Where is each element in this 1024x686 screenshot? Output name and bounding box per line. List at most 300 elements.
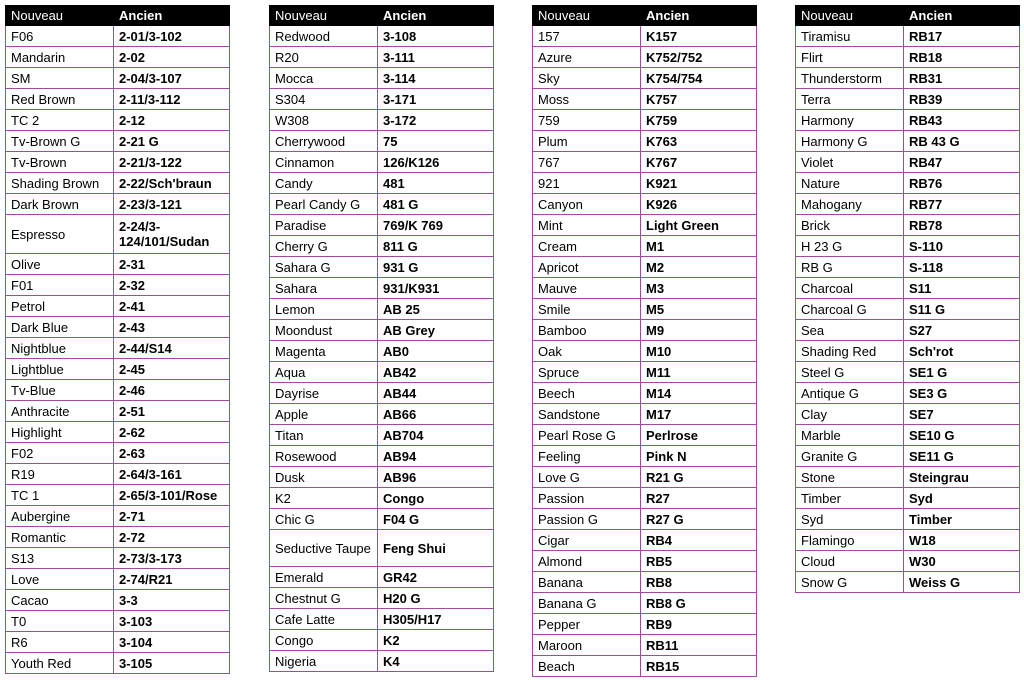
ancien-cell: 2-23/3-121	[114, 194, 230, 215]
ancien-cell: 3-105	[114, 653, 230, 674]
ancien-cell: RB77	[904, 194, 1020, 215]
nouveau-cell: Bamboo	[533, 320, 641, 341]
table-row	[270, 26, 494, 47]
table-row	[796, 341, 1020, 362]
table-row	[533, 467, 757, 488]
ancien-cell: W30	[904, 551, 1020, 572]
table-row	[6, 485, 230, 506]
nouveau-cell: Anthracite	[6, 401, 114, 422]
nouveau-cell: Aqua	[270, 362, 378, 383]
table-row	[270, 110, 494, 131]
ancien-cell: AB66	[378, 404, 494, 425]
nouveau-cell: R20	[270, 47, 378, 68]
table-row	[796, 47, 1020, 68]
ancien-cell: K2	[378, 630, 494, 651]
header-ancien: Ancien	[904, 6, 1020, 26]
ancien-cell: M17	[641, 404, 757, 425]
header-row	[270, 6, 494, 26]
nouveau-cell: Nightblue	[6, 338, 114, 359]
nouveau-cell: 767	[533, 152, 641, 173]
ancien-cell: RB11	[641, 635, 757, 656]
table-row	[796, 362, 1020, 383]
table-row	[270, 651, 494, 672]
table-row	[796, 131, 1020, 152]
table-row	[796, 404, 1020, 425]
table-row	[6, 47, 230, 68]
table-row	[796, 320, 1020, 341]
table-row	[6, 464, 230, 485]
nouveau-cell: F02	[6, 443, 114, 464]
ancien-cell: Timber	[904, 509, 1020, 530]
ancien-cell: Congo	[378, 488, 494, 509]
header-row	[6, 6, 230, 26]
nouveau-cell: 157	[533, 26, 641, 47]
ancien-cell: 2-24/3-124/101/Sudan	[114, 215, 230, 254]
nouveau-cell: Dark Blue	[6, 317, 114, 338]
ancien-cell: K921	[641, 173, 757, 194]
ancien-cell: 3-108	[378, 26, 494, 47]
ancien-cell: M14	[641, 383, 757, 404]
ancien-cell: K763	[641, 131, 757, 152]
ancien-cell: R27 G	[641, 509, 757, 530]
ancien-cell: AB44	[378, 383, 494, 404]
nouveau-cell: Love G	[533, 467, 641, 488]
ancien-cell: 2-44/S14	[114, 338, 230, 359]
nouveau-cell: Spruce	[533, 362, 641, 383]
nouveau-cell: Sahara G	[270, 257, 378, 278]
table-row	[270, 236, 494, 257]
ancien-cell: SE10 G	[904, 425, 1020, 446]
nouveau-cell: Shading Brown	[6, 173, 114, 194]
nouveau-cell: Snow G	[796, 572, 904, 593]
ancien-cell: Pink N	[641, 446, 757, 467]
table-row	[533, 341, 757, 362]
ancien-cell: 2-46	[114, 380, 230, 401]
nouveau-cell: Brick	[796, 215, 904, 236]
ancien-cell: 2-65/3-101/Rose	[114, 485, 230, 506]
table-row	[270, 89, 494, 110]
header-ancien: Ancien	[114, 6, 230, 26]
table-row	[6, 422, 230, 443]
nouveau-cell: Lemon	[270, 299, 378, 320]
table-row	[796, 89, 1020, 110]
ancien-cell: RB4	[641, 530, 757, 551]
table-row	[6, 548, 230, 569]
ancien-cell: K926	[641, 194, 757, 215]
table-row	[270, 567, 494, 588]
nouveau-cell: Beach	[533, 656, 641, 677]
ancien-cell: AB94	[378, 446, 494, 467]
nouveau-cell: SM	[6, 68, 114, 89]
ancien-cell: 2-45	[114, 359, 230, 380]
nouveau-cell: Highlight	[6, 422, 114, 443]
ancien-cell: SE7	[904, 404, 1020, 425]
ancien-cell: 2-51	[114, 401, 230, 422]
nouveau-cell: R19	[6, 464, 114, 485]
nouveau-cell: Apple	[270, 404, 378, 425]
nouveau-cell: Magenta	[270, 341, 378, 362]
nouveau-cell: Chestnut G	[270, 588, 378, 609]
table-row	[270, 131, 494, 152]
table-row	[796, 173, 1020, 194]
ancien-cell: K757	[641, 89, 757, 110]
ancien-cell: M9	[641, 320, 757, 341]
nouveau-cell: Banana	[533, 572, 641, 593]
table-row	[533, 236, 757, 257]
table-row	[270, 530, 494, 567]
nouveau-cell: TC 2	[6, 110, 114, 131]
table-row	[796, 467, 1020, 488]
ancien-cell: SE1 G	[904, 362, 1020, 383]
conversion-table-4	[795, 5, 1020, 593]
nouveau-cell: Banana G	[533, 593, 641, 614]
table-row	[270, 299, 494, 320]
table-row	[270, 68, 494, 89]
nouveau-cell: Sky	[533, 68, 641, 89]
nouveau-cell: Tv-Brown	[6, 152, 114, 173]
ancien-cell: K157	[641, 26, 757, 47]
ancien-cell: AB704	[378, 425, 494, 446]
nouveau-cell: Sandstone	[533, 404, 641, 425]
ancien-cell: W18	[904, 530, 1020, 551]
ancien-cell: GR42	[378, 567, 494, 588]
ancien-cell: K752/752	[641, 47, 757, 68]
ancien-cell: 2-71	[114, 506, 230, 527]
nouveau-cell: Cafe Latte	[270, 609, 378, 630]
table-row	[270, 341, 494, 362]
nouveau-cell: Dark Brown	[6, 194, 114, 215]
nouveau-cell: H 23 G	[796, 236, 904, 257]
table-row	[6, 653, 230, 674]
nouveau-cell: Pepper	[533, 614, 641, 635]
ancien-cell: 3-114	[378, 68, 494, 89]
ancien-cell: Sch'rot	[904, 341, 1020, 362]
nouveau-cell: Youth Red	[6, 653, 114, 674]
ancien-cell: 126/K126	[378, 152, 494, 173]
ancien-cell: RB5	[641, 551, 757, 572]
nouveau-cell: Candy	[270, 173, 378, 194]
ancien-cell: 3-111	[378, 47, 494, 68]
table-row	[270, 588, 494, 609]
nouveau-cell: 921	[533, 173, 641, 194]
ancien-cell: S-110	[904, 236, 1020, 257]
table-row	[6, 215, 230, 254]
nouveau-cell: F01	[6, 275, 114, 296]
table-row	[6, 317, 230, 338]
nouveau-cell: S13	[6, 548, 114, 569]
ancien-cell: F04 G	[378, 509, 494, 530]
nouveau-cell: Passion G	[533, 509, 641, 530]
nouveau-cell: Cherrywood	[270, 131, 378, 152]
ancien-cell: AB Grey	[378, 320, 494, 341]
ancien-cell: K754/754	[641, 68, 757, 89]
nouveau-cell: Cigar	[533, 530, 641, 551]
conversion-table-2	[269, 5, 494, 672]
header-ancien: Ancien	[378, 6, 494, 26]
ancien-cell: RB31	[904, 68, 1020, 89]
ancien-cell: Perlrose	[641, 425, 757, 446]
table-row	[796, 215, 1020, 236]
ancien-cell: RB78	[904, 215, 1020, 236]
table-row	[6, 173, 230, 194]
ancien-cell: 931 G	[378, 257, 494, 278]
nouveau-cell: Redwood	[270, 26, 378, 47]
ancien-cell: H20 G	[378, 588, 494, 609]
nouveau-cell: Emerald	[270, 567, 378, 588]
table-row	[533, 488, 757, 509]
table-row	[270, 47, 494, 68]
nouveau-cell: Marble	[796, 425, 904, 446]
nouveau-cell: Terra	[796, 89, 904, 110]
ancien-cell: S11 G	[904, 299, 1020, 320]
ancien-cell: K767	[641, 152, 757, 173]
ancien-cell: 2-64/3-161	[114, 464, 230, 485]
conversion-table-1	[5, 5, 230, 674]
table-row	[533, 47, 757, 68]
table-row	[796, 68, 1020, 89]
nouveau-cell: Mandarin	[6, 47, 114, 68]
table-row	[533, 110, 757, 131]
table-row	[533, 215, 757, 236]
table-row	[533, 131, 757, 152]
ancien-cell: H305/H17	[378, 609, 494, 630]
nouveau-cell: Apricot	[533, 257, 641, 278]
ancien-cell: R21 G	[641, 467, 757, 488]
header-ancien: Ancien	[641, 6, 757, 26]
nouveau-cell: Sahara	[270, 278, 378, 299]
ancien-cell: 75	[378, 131, 494, 152]
nouveau-cell: W308	[270, 110, 378, 131]
table-row	[533, 530, 757, 551]
table-row	[533, 68, 757, 89]
nouveau-cell: Tv-Blue	[6, 380, 114, 401]
nouveau-cell: Timber	[796, 488, 904, 509]
header-nouveau: Nouveau	[270, 6, 378, 26]
ancien-cell: 2-11/3-112	[114, 89, 230, 110]
ancien-cell: 2-73/3-173	[114, 548, 230, 569]
nouveau-cell: Congo	[270, 630, 378, 651]
table-row	[533, 509, 757, 530]
ancien-cell: M5	[641, 299, 757, 320]
table-row	[796, 530, 1020, 551]
table-row	[533, 635, 757, 656]
nouveau-cell: Charcoal G	[796, 299, 904, 320]
header-row	[533, 6, 757, 26]
table-row	[270, 446, 494, 467]
table-row	[533, 278, 757, 299]
table-row	[6, 611, 230, 632]
ancien-cell: 481 G	[378, 194, 494, 215]
table-row	[6, 254, 230, 275]
table-row	[533, 425, 757, 446]
nouveau-cell: Violet	[796, 152, 904, 173]
table-row	[6, 359, 230, 380]
nouveau-cell: Steel G	[796, 362, 904, 383]
ancien-cell: RB17	[904, 26, 1020, 47]
ancien-cell: SE11 G	[904, 446, 1020, 467]
nouveau-cell: Plum	[533, 131, 641, 152]
table-row	[533, 320, 757, 341]
nouveau-cell: Mahogany	[796, 194, 904, 215]
ancien-cell: 2-72	[114, 527, 230, 548]
table-row	[270, 509, 494, 530]
nouveau-cell: Charcoal	[796, 278, 904, 299]
nouveau-cell: Antique G	[796, 383, 904, 404]
table-row	[796, 110, 1020, 131]
ancien-cell: M1	[641, 236, 757, 257]
ancien-cell: RB9	[641, 614, 757, 635]
nouveau-cell: 759	[533, 110, 641, 131]
ancien-cell: Light Green	[641, 215, 757, 236]
table-row	[796, 236, 1020, 257]
nouveau-cell: Azure	[533, 47, 641, 68]
nouveau-cell: Paradise	[270, 215, 378, 236]
ancien-cell: 769/K 769	[378, 215, 494, 236]
header-nouveau: Nouveau	[796, 6, 904, 26]
ancien-cell: S-118	[904, 257, 1020, 278]
nouveau-cell: Smile	[533, 299, 641, 320]
nouveau-cell: Oak	[533, 341, 641, 362]
table-row	[270, 278, 494, 299]
nouveau-cell: K2	[270, 488, 378, 509]
ancien-cell: 2-62	[114, 422, 230, 443]
table-row	[796, 572, 1020, 593]
nouveau-cell: R6	[6, 632, 114, 653]
table-row	[6, 89, 230, 110]
table-row	[796, 299, 1020, 320]
table-row	[796, 257, 1020, 278]
nouveau-cell: Rosewood	[270, 446, 378, 467]
table-row	[270, 425, 494, 446]
header-nouveau: Nouveau	[533, 6, 641, 26]
nouveau-cell: Cloud	[796, 551, 904, 572]
ancien-cell: 3-103	[114, 611, 230, 632]
table-row	[533, 152, 757, 173]
table-row	[533, 551, 757, 572]
ancien-cell: 2-41	[114, 296, 230, 317]
table-row	[533, 656, 757, 677]
nouveau-cell: Mint	[533, 215, 641, 236]
nouveau-cell: Shading Red	[796, 341, 904, 362]
ancien-cell: SE3 G	[904, 383, 1020, 404]
ancien-cell: RB18	[904, 47, 1020, 68]
header-nouveau: Nouveau	[6, 6, 114, 26]
table-row	[533, 194, 757, 215]
table-row	[6, 380, 230, 401]
table-row	[270, 257, 494, 278]
table-row	[6, 296, 230, 317]
table-row	[533, 299, 757, 320]
nouveau-cell: Flirt	[796, 47, 904, 68]
ancien-cell: 2-63	[114, 443, 230, 464]
table-row	[6, 338, 230, 359]
ancien-cell: 2-02	[114, 47, 230, 68]
nouveau-cell: Thunderstorm	[796, 68, 904, 89]
ancien-cell: RB8 G	[641, 593, 757, 614]
conversion-table-3	[532, 5, 757, 677]
nouveau-cell: Tv-Brown G	[6, 131, 114, 152]
table-row	[533, 404, 757, 425]
table-row	[533, 383, 757, 404]
ancien-cell: 2-22/Sch'braun	[114, 173, 230, 194]
table-row	[533, 257, 757, 278]
table-row	[270, 194, 494, 215]
table-row	[796, 488, 1020, 509]
nouveau-cell: Maroon	[533, 635, 641, 656]
table-row	[270, 630, 494, 651]
nouveau-cell: Granite G	[796, 446, 904, 467]
nouveau-cell: Aubergine	[6, 506, 114, 527]
table-row	[796, 383, 1020, 404]
nouveau-cell: Feeling	[533, 446, 641, 467]
nouveau-cell: Cinnamon	[270, 152, 378, 173]
table-row	[270, 404, 494, 425]
table-row	[533, 593, 757, 614]
table-row	[796, 509, 1020, 530]
ancien-cell: K759	[641, 110, 757, 131]
ancien-cell: 2-04/3-107	[114, 68, 230, 89]
table-row	[796, 425, 1020, 446]
nouveau-cell: Lightblue	[6, 359, 114, 380]
table-row	[6, 443, 230, 464]
ancien-cell: 481	[378, 173, 494, 194]
table-row	[6, 527, 230, 548]
nouveau-cell: S304	[270, 89, 378, 110]
table-row	[796, 551, 1020, 572]
nouveau-cell: Pearl Rose G	[533, 425, 641, 446]
nouveau-cell: Flamingo	[796, 530, 904, 551]
table-row	[6, 152, 230, 173]
ancien-cell: 3-172	[378, 110, 494, 131]
ancien-cell: Syd	[904, 488, 1020, 509]
table-row	[533, 173, 757, 194]
ancien-cell: 2-43	[114, 317, 230, 338]
ancien-cell: 2-32	[114, 275, 230, 296]
table-row	[533, 89, 757, 110]
table-row	[533, 572, 757, 593]
table-row	[6, 569, 230, 590]
table-row	[6, 275, 230, 296]
table-row	[796, 26, 1020, 47]
ancien-cell: 2-31	[114, 254, 230, 275]
nouveau-cell: Clay	[796, 404, 904, 425]
ancien-cell: M2	[641, 257, 757, 278]
nouveau-cell: Mocca	[270, 68, 378, 89]
table-row	[533, 26, 757, 47]
ancien-cell: S11	[904, 278, 1020, 299]
table-row	[6, 632, 230, 653]
nouveau-cell: Canyon	[533, 194, 641, 215]
ancien-cell: RB39	[904, 89, 1020, 110]
table-row	[6, 110, 230, 131]
table-row	[270, 215, 494, 236]
nouveau-cell: RB G	[796, 257, 904, 278]
table-row	[533, 446, 757, 467]
ancien-cell: Steingrau	[904, 467, 1020, 488]
table-row	[533, 614, 757, 635]
ancien-cell: 2-21 G	[114, 131, 230, 152]
ancien-cell: 2-12	[114, 110, 230, 131]
ancien-cell: M3	[641, 278, 757, 299]
nouveau-cell: Mauve	[533, 278, 641, 299]
ancien-cell: 931/K931	[378, 278, 494, 299]
table-row	[796, 278, 1020, 299]
table-row	[6, 590, 230, 611]
nouveau-cell: TC 1	[6, 485, 114, 506]
nouveau-cell: Petrol	[6, 296, 114, 317]
ancien-cell: 3-104	[114, 632, 230, 653]
ancien-cell: RB47	[904, 152, 1020, 173]
